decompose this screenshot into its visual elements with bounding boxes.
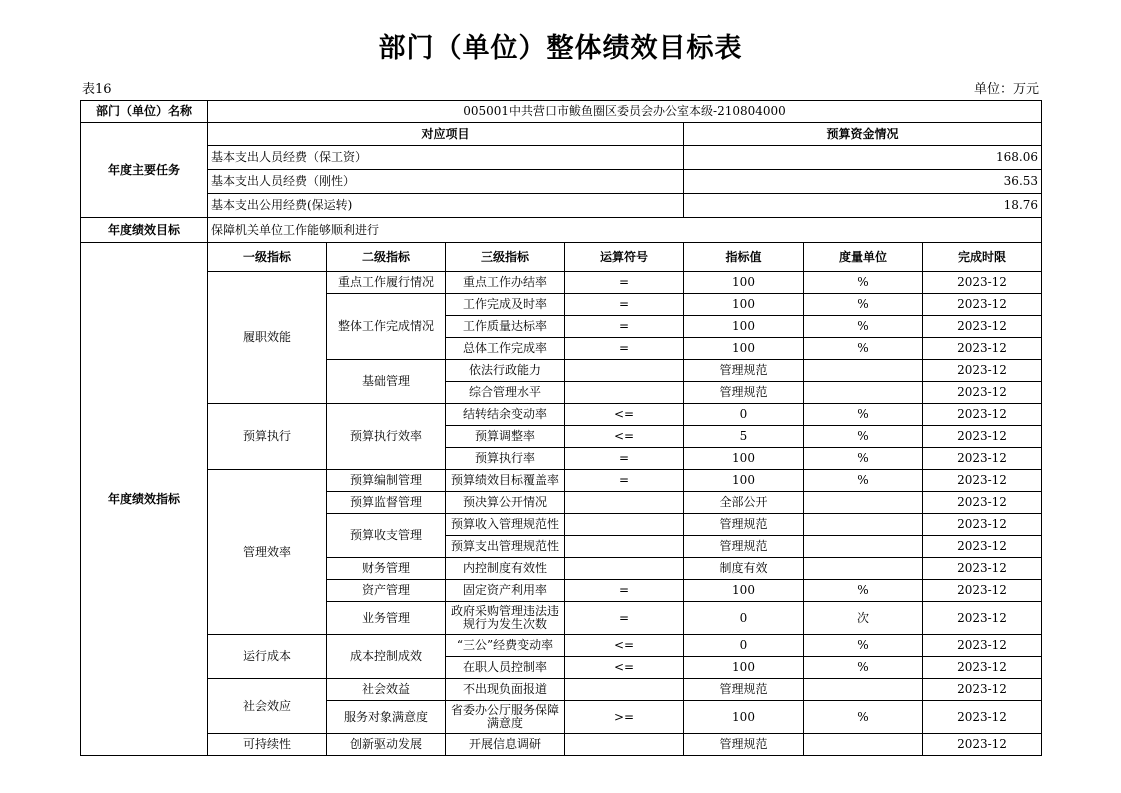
level1-cell: 预算执行: [208, 404, 327, 470]
goal-label: 年度绩效目标: [81, 218, 208, 243]
value-cell: 100: [684, 338, 804, 360]
operator-cell: [565, 382, 684, 404]
level3-cell: 总体工作完成率: [446, 338, 565, 360]
level1-cell: 运行成本: [208, 635, 327, 679]
unit-label: 单位：万元: [973, 82, 1039, 97]
value-cell: 5: [684, 426, 804, 448]
unit-cell: [804, 536, 923, 558]
deadline-cell: 2023-12: [923, 316, 1042, 338]
unit-cell: %: [804, 580, 923, 602]
level2-cell: 预算编制管理: [327, 470, 446, 492]
operator-cell: <=: [565, 426, 684, 448]
deadline-cell: 2023-12: [923, 360, 1042, 382]
page-title: 部门（单位）整体绩效目标表: [378, 33, 743, 64]
deadline-cell: 2023-12: [923, 448, 1042, 470]
level2-cell: 资产管理: [327, 580, 446, 602]
tasks-col-item: 对应项目: [208, 123, 684, 146]
operator-cell: =: [565, 448, 684, 470]
deadline-cell: 2023-12: [923, 294, 1042, 316]
level1-cell: 履职效能: [208, 272, 327, 404]
value-cell: 0: [684, 404, 804, 426]
level2-cell: 基础管理: [327, 360, 446, 404]
deadline-cell: 2023-12: [923, 558, 1042, 580]
level2-cell: 服务对象满意度: [327, 701, 446, 734]
unit-cell: %: [804, 470, 923, 492]
value-cell: 100: [684, 580, 804, 602]
level3-cell: 内控制度有效性: [446, 558, 565, 580]
task-item: 基本支出公用经费(保运转): [208, 194, 684, 218]
operator-cell: =: [565, 602, 684, 635]
value-cell: 100: [684, 657, 804, 679]
level3-cell: 综合管理水平: [446, 382, 565, 404]
unit-cell: %: [804, 272, 923, 294]
deadline-cell: 2023-12: [923, 404, 1042, 426]
operator-cell: =: [565, 294, 684, 316]
level2-cell: 预算执行效率: [327, 404, 446, 470]
deadline-cell: 2023-12: [923, 426, 1042, 448]
deadline-cell: 2023-12: [923, 536, 1042, 558]
value-cell: 100: [684, 272, 804, 294]
unit-cell: [804, 734, 923, 756]
unit-cell: [804, 382, 923, 404]
level3-cell: 固定资产利用率: [446, 580, 565, 602]
unit-cell: %: [804, 657, 923, 679]
deadline-cell: 2023-12: [923, 492, 1042, 514]
unit-cell: [804, 558, 923, 580]
deadline-cell: 2023-12: [923, 734, 1042, 756]
operator-cell: [565, 360, 684, 382]
unit-cell: %: [804, 701, 923, 734]
value-cell: 100: [684, 701, 804, 734]
unit-cell: [804, 492, 923, 514]
header-cell: 完成时限: [923, 243, 1042, 272]
operator-cell: [565, 492, 684, 514]
operator-cell: <=: [565, 635, 684, 657]
task-item: 基本支出人员经费（保工资）: [208, 146, 684, 170]
operator-cell: [565, 514, 684, 536]
value-cell: 管理规范: [684, 382, 804, 404]
level3-cell: 结转结余变动率: [446, 404, 565, 426]
header-cell: 三级指标: [446, 243, 565, 272]
deadline-cell: 2023-12: [923, 701, 1042, 734]
level3-cell: 工作质量达标率: [446, 316, 565, 338]
value-cell: 0: [684, 602, 804, 635]
task-amount: 18.76: [684, 194, 1042, 218]
dept-label: 部门（单位）名称: [81, 101, 208, 123]
value-cell: 管理规范: [684, 536, 804, 558]
level3-cell: 省委办公厅服务保障满意度: [446, 701, 565, 734]
value-cell: 管理规范: [684, 734, 804, 756]
value-cell: 管理规范: [684, 360, 804, 382]
operator-cell: <=: [565, 657, 684, 679]
operator-cell: =: [565, 272, 684, 294]
level1-cell: 社会效应: [208, 679, 327, 734]
task-amount: 36.53: [684, 170, 1042, 194]
deadline-cell: 2023-12: [923, 470, 1042, 492]
deadline-cell: 2023-12: [923, 635, 1042, 657]
task-amount: 168.06: [684, 146, 1042, 170]
operator-cell: =: [565, 580, 684, 602]
operator-cell: [565, 536, 684, 558]
level3-cell: “三公”经费变动率: [446, 635, 565, 657]
value-cell: 100: [684, 448, 804, 470]
level3-cell: 依法行政能力: [446, 360, 565, 382]
deadline-cell: 2023-12: [923, 338, 1042, 360]
unit-cell: %: [804, 294, 923, 316]
operator-cell: >=: [565, 701, 684, 734]
goal-value: 保障机关单位工作能够顺利进行: [208, 218, 1042, 243]
level2-cell: 财务管理: [327, 558, 446, 580]
level3-cell: 预算绩效目标覆盖率: [446, 470, 565, 492]
dept-value: 005001中共营口市鲅鱼圈区委员会办公室本级-210804000: [208, 101, 1042, 123]
operator-cell: =: [565, 316, 684, 338]
operator-cell: =: [565, 470, 684, 492]
level2-cell: 业务管理: [327, 602, 446, 635]
unit-cell: %: [804, 338, 923, 360]
unit-cell: %: [804, 635, 923, 657]
unit-cell: [804, 514, 923, 536]
deadline-cell: 2023-12: [923, 272, 1042, 294]
task-item: 基本支出人员经费（刚性）: [208, 170, 684, 194]
level3-cell: 预算执行率: [446, 448, 565, 470]
tasks-col-budget: 预算资金情况: [684, 123, 1042, 146]
level2-cell: 创新驱动发展: [327, 734, 446, 756]
level1-cell: 可持续性: [208, 734, 327, 756]
level3-cell: 预算支出管理规范性: [446, 536, 565, 558]
unit-cell: 次: [804, 602, 923, 635]
level3-cell: 重点工作办结率: [446, 272, 565, 294]
value-cell: 管理规范: [684, 679, 804, 701]
tasks-label: 年度主要任务: [81, 123, 208, 218]
level3-cell: 在职人员控制率: [446, 657, 565, 679]
value-cell: 100: [684, 316, 804, 338]
level3-cell: 政府采购管理违法违规行为发生次数: [446, 602, 565, 635]
level3-cell: 预算收入管理规范性: [446, 514, 565, 536]
level2-cell: 成本控制成效: [327, 635, 446, 679]
level3-cell: 预算调整率: [446, 426, 565, 448]
performance-table: [80, 100, 1042, 756]
level1-cell: 管理效率: [208, 470, 327, 635]
value-cell: 管理规范: [684, 514, 804, 536]
deadline-cell: 2023-12: [923, 679, 1042, 701]
unit-cell: %: [804, 448, 923, 470]
table-number: 表16: [82, 82, 112, 97]
deadline-cell: 2023-12: [923, 657, 1042, 679]
header-cell: 运算符号: [565, 243, 684, 272]
unit-cell: %: [804, 316, 923, 338]
operator-cell: <=: [565, 404, 684, 426]
level3-cell: 开展信息调研: [446, 734, 565, 756]
level3-cell: 工作完成及时率: [446, 294, 565, 316]
deadline-cell: 2023-12: [923, 602, 1042, 635]
unit-cell: %: [804, 404, 923, 426]
header-cell: 一级指标: [208, 243, 327, 272]
value-cell: 制度有效: [684, 558, 804, 580]
deadline-cell: 2023-12: [923, 580, 1042, 602]
value-cell: 100: [684, 470, 804, 492]
header-cell: 二级指标: [327, 243, 446, 272]
indicators-label: 年度绩效指标: [81, 243, 208, 756]
level2-cell: 整体工作完成情况: [327, 294, 446, 360]
level2-cell: 重点工作履行情况: [327, 272, 446, 294]
operator-cell: [565, 679, 684, 701]
value-cell: 全部公开: [684, 492, 804, 514]
value-cell: 100: [684, 294, 804, 316]
operator-cell: =: [565, 338, 684, 360]
operator-cell: [565, 558, 684, 580]
unit-cell: %: [804, 426, 923, 448]
level3-cell: 预决算公开情况: [446, 492, 565, 514]
deadline-cell: 2023-12: [923, 382, 1042, 404]
deadline-cell: 2023-12: [923, 514, 1042, 536]
unit-cell: [804, 360, 923, 382]
level2-cell: 社会效益: [327, 679, 446, 701]
header-cell: 度量单位: [804, 243, 923, 272]
level2-cell: 预算收支管理: [327, 514, 446, 558]
header-cell: 指标值: [684, 243, 804, 272]
operator-cell: [565, 734, 684, 756]
level2-cell: 预算监督管理: [327, 492, 446, 514]
unit-cell: [804, 679, 923, 701]
value-cell: 0: [684, 635, 804, 657]
level3-cell: 不出现负面报道: [446, 679, 565, 701]
